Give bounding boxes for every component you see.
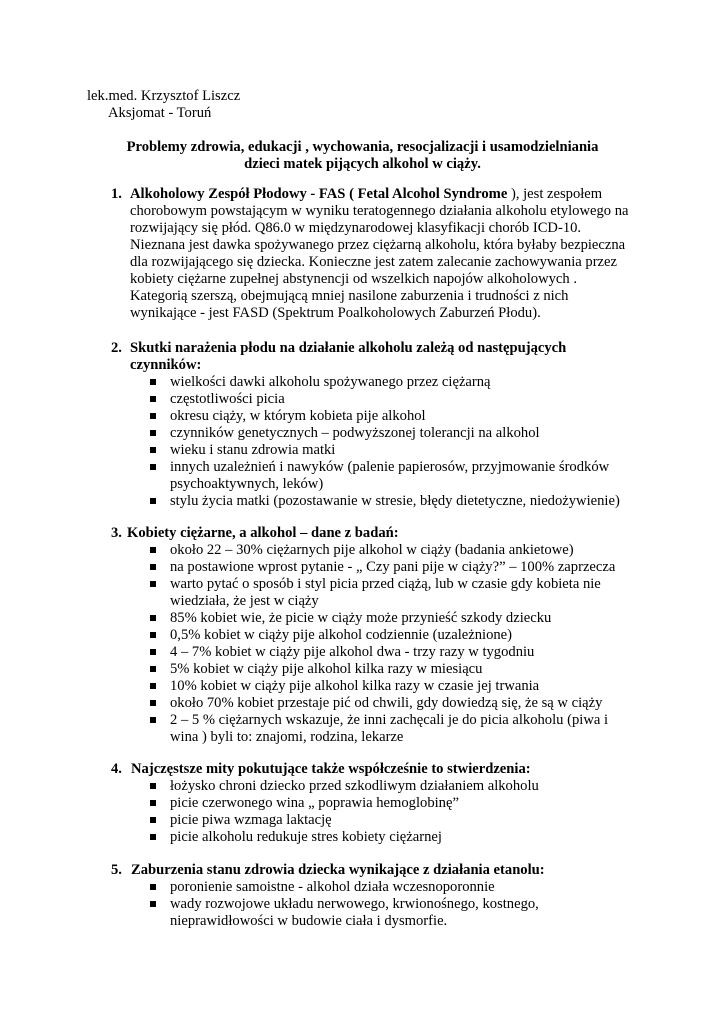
section-3-heading: Kobiety ciężarne, a alkohol – dane z badań: <box>127 525 399 541</box>
list-item: poronienie samoistne - alkohol działa wczesnoporonnie <box>150 879 642 896</box>
section-4-heading: Najczęstsze mity pokutujące także współcześnie to stwierdzenia: <box>131 761 531 777</box>
list-item: łożysko chroni dziecko przed szkodliwym działaniem alkoholu <box>150 778 642 795</box>
bullet-icon <box>150 615 156 621</box>
bullet-icon <box>150 396 156 402</box>
bullet-icon <box>150 430 156 436</box>
bullet-icon <box>150 783 156 789</box>
list-item: innych uzależnień i nawyków (palenie papierosów, przyjmowanie środków psychoaktywnych, leków) <box>150 459 642 493</box>
bullet-icon <box>150 498 156 504</box>
list-item: warto pytać o sposób i styl picia przed ciążą, lub w czasie gdy kobieta nie wiedziała, że jest w ciąży <box>150 576 642 610</box>
section-4-number: 4. <box>111 761 122 777</box>
list-item: wielkości dawki alkoholu spożywanego przez ciężarną <box>150 374 642 391</box>
section-1-line-4: Nieznana jest dawka spożywanego przez ciężarną alkoholu, która byłaby bezpieczna <box>130 237 626 253</box>
section-2-number: 2. <box>111 340 122 356</box>
section-3-number: 3. <box>111 525 122 541</box>
bullet-icon <box>150 547 156 553</box>
bullet-icon <box>150 564 156 570</box>
list-item: 85% kobiet wie, że picie w ciąży może przynieść szkody dziecku <box>150 610 642 627</box>
list-item: picie czerwonego wina „ poprawia hemoglobinę” <box>150 795 642 812</box>
list-item: 2 – 5 % ciężarnych wskazuje, że inni zachęcali je do picia alkoholu (piwa i wina ) byli to: znajomi, rodzina, lekarze <box>150 712 642 746</box>
author-organization: Aksjomat - Toruń <box>108 105 212 121</box>
section-4-list <box>150 778 642 846</box>
section-1-line-2: chorobowym powstającym w wyniku teratogennego działania alkoholu etylowego na <box>130 203 629 219</box>
section-1-lead: Alkoholowy Zespół Płodowy - FAS ( Fetal Alcohol Syndrome <box>130 186 511 202</box>
section-2-heading-line-1: Skutki narażenia płodu na działanie alkoholu zależą od następujących <box>130 340 567 356</box>
list-item: czynników genetycznych – podwyższonej tolerancji na alkohol <box>150 425 642 442</box>
bullet-icon <box>150 884 156 890</box>
bullet-icon <box>150 581 156 587</box>
section-5-heading: Zaburzenia stanu zdrowia dziecka wynikające z działania etanolu: <box>131 862 545 878</box>
list-item: 4 – 7% kobiet w ciąży pije alkohol dwa - trzy razy w tygodniu <box>150 644 642 661</box>
list-item: na postawione wprost pytanie - „ Czy pani pije w ciąży?” – 100% zaprzecza <box>150 559 642 576</box>
document-title-line-1: Problemy zdrowia, edukacji , wychowania, resocjalizacji i usamodzielniania <box>126 139 599 155</box>
bullet-icon <box>150 666 156 672</box>
bullet-icon <box>150 464 156 470</box>
bullet-icon <box>150 717 156 723</box>
bullet-icon <box>150 817 156 823</box>
bullet-icon <box>150 700 156 706</box>
list-item: 0,5% kobiet w ciąży pije alkohol codziennie (uzależnione) <box>150 627 642 644</box>
section-3-list <box>150 542 642 746</box>
document-title-line-2: dzieci matek pijących alkohol w ciąży. <box>244 156 481 172</box>
list-item: 5% kobiet w ciąży pije alkohol kilka razy w miesiącu <box>150 661 642 678</box>
section-1-text: ), jest zespołem <box>510 186 603 202</box>
section-1-line-6: kobiety ciężarne zupełnej abstynencji od wszelkich napojów alkoholowych . <box>130 271 577 287</box>
list-item: wieku i stanu zdrowia matki <box>150 442 642 459</box>
bullet-icon <box>150 649 156 655</box>
section-2-list <box>150 374 642 510</box>
author-name: lek.med. Krzysztof Liszcz <box>87 88 241 104</box>
list-item: picie piwa wzmaga laktację <box>150 812 642 829</box>
list-item: picie alkoholu redukuje stres kobiety ciężarnej <box>150 829 642 846</box>
bullet-icon <box>150 447 156 453</box>
section-1-line-3: rozwijający się płód. Q86.0 w międzynarodowej klasyfikacji chorób ICD-10. <box>130 220 582 236</box>
section-2-heading-line-2: czynników: <box>130 357 202 373</box>
list-item: około 70% kobiet przestaje pić od chwili, gdy dowiedzą się, że są w ciąży <box>150 695 642 712</box>
list-item: 10% kobiet w ciąży pije alkohol kilka razy w czasie jej trwania <box>150 678 642 695</box>
section-1-line-5: dla rozwijającego się dziecka. Konieczne jest zatem zalecanie zachowywania przez <box>130 254 617 270</box>
list-item: około 22 – 30% ciężarnych pije alkohol w ciąży (badania ankietowe) <box>150 542 642 559</box>
section-1-number: 1. <box>111 186 122 202</box>
bullet-icon <box>150 683 156 689</box>
bullet-icon <box>150 413 156 419</box>
bullet-icon <box>150 379 156 385</box>
list-item: stylu życia matki (pozostawanie w stresie, błędy dietetyczne, niedożywienie) <box>150 493 642 510</box>
bullet-icon <box>150 901 156 907</box>
bullet-icon <box>150 834 156 840</box>
section-1-line-1 <box>130 186 640 203</box>
list-item: częstotliwości picia <box>150 391 642 408</box>
list-item: wady rozwojowe układu nerwowego, krwionośnego, kostnego, nieprawidłowości w budowie ciała i dysmorfie. <box>150 896 642 930</box>
list-item: okresu ciąży, w którym kobieta pije alkohol <box>150 408 642 425</box>
bullet-icon <box>150 800 156 806</box>
section-5-list <box>150 879 642 930</box>
section-1-line-7: Kategorią szerszą, obejmującą mniej nasilone zaburzenia i trudności z nich <box>130 288 569 304</box>
section-1-line-8: wynikające - jest FASD (Spektrum Poalkoholowych Zaburzeń Płodu). <box>130 305 541 321</box>
section-5-number: 5. <box>111 862 122 878</box>
bullet-icon <box>150 632 156 638</box>
